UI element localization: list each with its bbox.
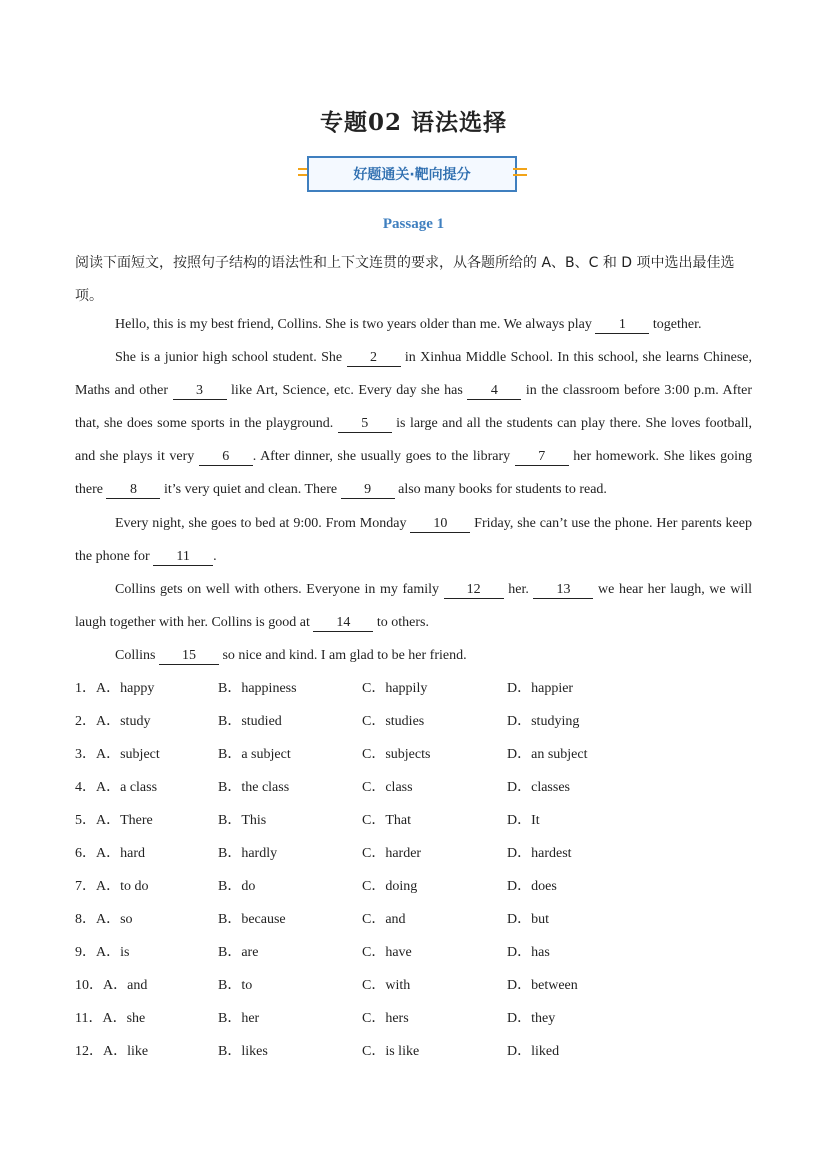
option-b: B．studied bbox=[218, 714, 282, 729]
blank-10: 10 bbox=[410, 516, 470, 533]
question-row bbox=[75, 1035, 752, 1068]
option-d: D．they bbox=[507, 1011, 556, 1026]
blank-3: 3 bbox=[173, 383, 227, 400]
option-a: A．subject bbox=[96, 747, 160, 762]
option-d: D．classes bbox=[507, 780, 570, 795]
question-row bbox=[75, 1002, 752, 1035]
question-number: 6． bbox=[75, 846, 96, 861]
option-c: C．have bbox=[362, 945, 412, 960]
option-d: D．an subject bbox=[507, 747, 588, 762]
text: her. bbox=[503, 582, 534, 597]
blank-14: 14 bbox=[313, 615, 373, 632]
option-a: A．study bbox=[96, 714, 151, 729]
option-d: D．between bbox=[507, 978, 578, 993]
option-a: A．hard bbox=[96, 846, 145, 861]
option-c: C．class bbox=[362, 780, 413, 795]
option-c: C．doing bbox=[362, 879, 418, 894]
option-a: A．like bbox=[103, 1044, 149, 1059]
option-d: D．studying bbox=[507, 714, 580, 729]
text: Collins gets on well with others. Everyone in my family bbox=[115, 582, 444, 597]
question-number: 8． bbox=[75, 912, 96, 927]
passage-title: Passage 1 bbox=[382, 216, 445, 232]
option-a: A．happy bbox=[96, 681, 155, 696]
question-number: 1． bbox=[75, 681, 96, 696]
option-b: B．the class bbox=[218, 780, 290, 795]
question-row bbox=[75, 837, 752, 870]
question-row bbox=[75, 903, 752, 936]
question-number: 9． bbox=[75, 945, 96, 960]
text: it’s very quiet and clean. There bbox=[160, 482, 341, 497]
paragraph-3 bbox=[75, 507, 752, 573]
text: like Art, Science, etc. Every day she has bbox=[226, 383, 468, 398]
question-number: 12． bbox=[75, 1044, 103, 1059]
option-c: C．is like bbox=[362, 1044, 420, 1059]
option-a: A．and bbox=[103, 978, 148, 993]
text: . bbox=[213, 549, 217, 564]
question-number: 5． bbox=[75, 813, 96, 828]
text: also many books for students to read. bbox=[394, 482, 607, 497]
question-number: 3． bbox=[75, 747, 96, 762]
option-d: D．but bbox=[507, 912, 549, 927]
banner-right-decoration bbox=[513, 168, 527, 180]
option-a: A．so bbox=[96, 912, 133, 927]
option-b: B．do bbox=[218, 879, 256, 894]
section-banner: 好题通关·靶向提分 bbox=[307, 156, 517, 192]
blank-1: 1 bbox=[595, 317, 649, 334]
question-row bbox=[75, 738, 752, 771]
question-row bbox=[75, 804, 752, 837]
blank-11: 11 bbox=[153, 549, 213, 566]
option-c: C．and bbox=[362, 912, 406, 927]
option-b: B．to bbox=[218, 978, 253, 993]
option-c: C．subjects bbox=[362, 747, 431, 762]
text: together. bbox=[649, 317, 702, 332]
text: so nice and kind. I am glad to be her friend. bbox=[218, 648, 467, 663]
text: in Xinhua Middle School. In this school, she learns Chinese, Maths and other bbox=[75, 350, 752, 398]
option-b: B．a subject bbox=[218, 747, 291, 762]
question-row bbox=[75, 771, 752, 804]
option-d: D．has bbox=[507, 945, 550, 960]
option-c: C．with bbox=[362, 978, 411, 993]
option-a: A．There bbox=[96, 813, 153, 828]
option-c: C．That bbox=[362, 813, 411, 828]
question-row bbox=[75, 672, 752, 705]
text: She is a junior high school student. She bbox=[115, 350, 347, 365]
text: Every night, she goes to bed at 9:00. From Monday bbox=[115, 516, 411, 531]
option-b: B．her bbox=[218, 1011, 260, 1026]
option-d: D．does bbox=[507, 879, 557, 894]
option-b: B．happiness bbox=[218, 681, 297, 696]
blank-7: 7 bbox=[515, 449, 569, 466]
text: Friday, she can’t use the phone. Her parents keep the phone for bbox=[75, 516, 752, 564]
blank-8: 8 bbox=[106, 482, 160, 499]
text: to others. bbox=[373, 615, 429, 630]
option-a: A．to do bbox=[96, 879, 149, 894]
instructions: 阅读下面短文，按照句子结构的语法性和上下文连贯的要求，从各题所给的 A、B、C 和 D 项中选出最佳选项。 bbox=[75, 255, 735, 304]
question-row bbox=[75, 705, 752, 738]
text: Collins bbox=[115, 648, 159, 663]
option-c: C．harder bbox=[362, 846, 422, 861]
question-number: 7． bbox=[75, 879, 96, 894]
text: . After dinner, she usually goes to the library bbox=[252, 449, 515, 464]
text: Hello, this is my best friend, Collins. She is two years older than me. We always play bbox=[115, 317, 596, 332]
options-list bbox=[75, 672, 752, 1068]
blank-9: 9 bbox=[341, 482, 395, 499]
option-d: D．happier bbox=[507, 681, 574, 696]
option-a: A．she bbox=[102, 1011, 146, 1026]
blank-5: 5 bbox=[338, 416, 392, 433]
option-d: D．It bbox=[507, 813, 540, 828]
question-row bbox=[75, 969, 752, 1002]
question-row bbox=[75, 870, 752, 903]
question-number: 11． bbox=[75, 1011, 103, 1026]
blank-13: 13 bbox=[533, 582, 593, 599]
option-d: D．hardest bbox=[507, 846, 572, 861]
option-c: C．happily bbox=[362, 681, 428, 696]
text: her homework. She likes going there bbox=[75, 449, 753, 497]
text: in the classroom before 3:00 p.m. After that, she does some sports in the playground. bbox=[75, 383, 753, 431]
paragraph-2 bbox=[75, 341, 752, 506]
paragraph-1 bbox=[75, 308, 752, 341]
question-number: 2． bbox=[75, 714, 96, 729]
page-title: 专题02 语法选择 bbox=[319, 109, 507, 136]
blank-6: 6 bbox=[199, 449, 253, 466]
text: is large and all the students can play there. She loves football, and she plays it very bbox=[75, 416, 753, 464]
text: we hear her laugh, we will laugh together with her. Collins is good at bbox=[75, 582, 753, 630]
option-a: A．a class bbox=[96, 780, 158, 795]
option-b: B．because bbox=[218, 912, 286, 927]
option-a: A．is bbox=[96, 945, 130, 960]
blank-15: 15 bbox=[159, 648, 219, 665]
question-row bbox=[75, 936, 752, 969]
option-b: B．This bbox=[218, 813, 267, 828]
option-d: D．liked bbox=[507, 1044, 560, 1059]
option-b: B．likes bbox=[218, 1044, 268, 1059]
blank-4: 4 bbox=[467, 383, 521, 400]
paragraph-4 bbox=[75, 573, 752, 639]
blank-12: 12 bbox=[444, 582, 504, 599]
question-number: 10． bbox=[75, 978, 103, 993]
option-c: C．studies bbox=[362, 714, 425, 729]
paragraph-5 bbox=[75, 639, 752, 672]
option-c: C．hers bbox=[362, 1011, 409, 1026]
question-number: 4． bbox=[75, 780, 96, 795]
option-b: B．hardly bbox=[218, 846, 278, 861]
option-b: B．are bbox=[218, 945, 259, 960]
blank-2: 2 bbox=[347, 350, 401, 367]
